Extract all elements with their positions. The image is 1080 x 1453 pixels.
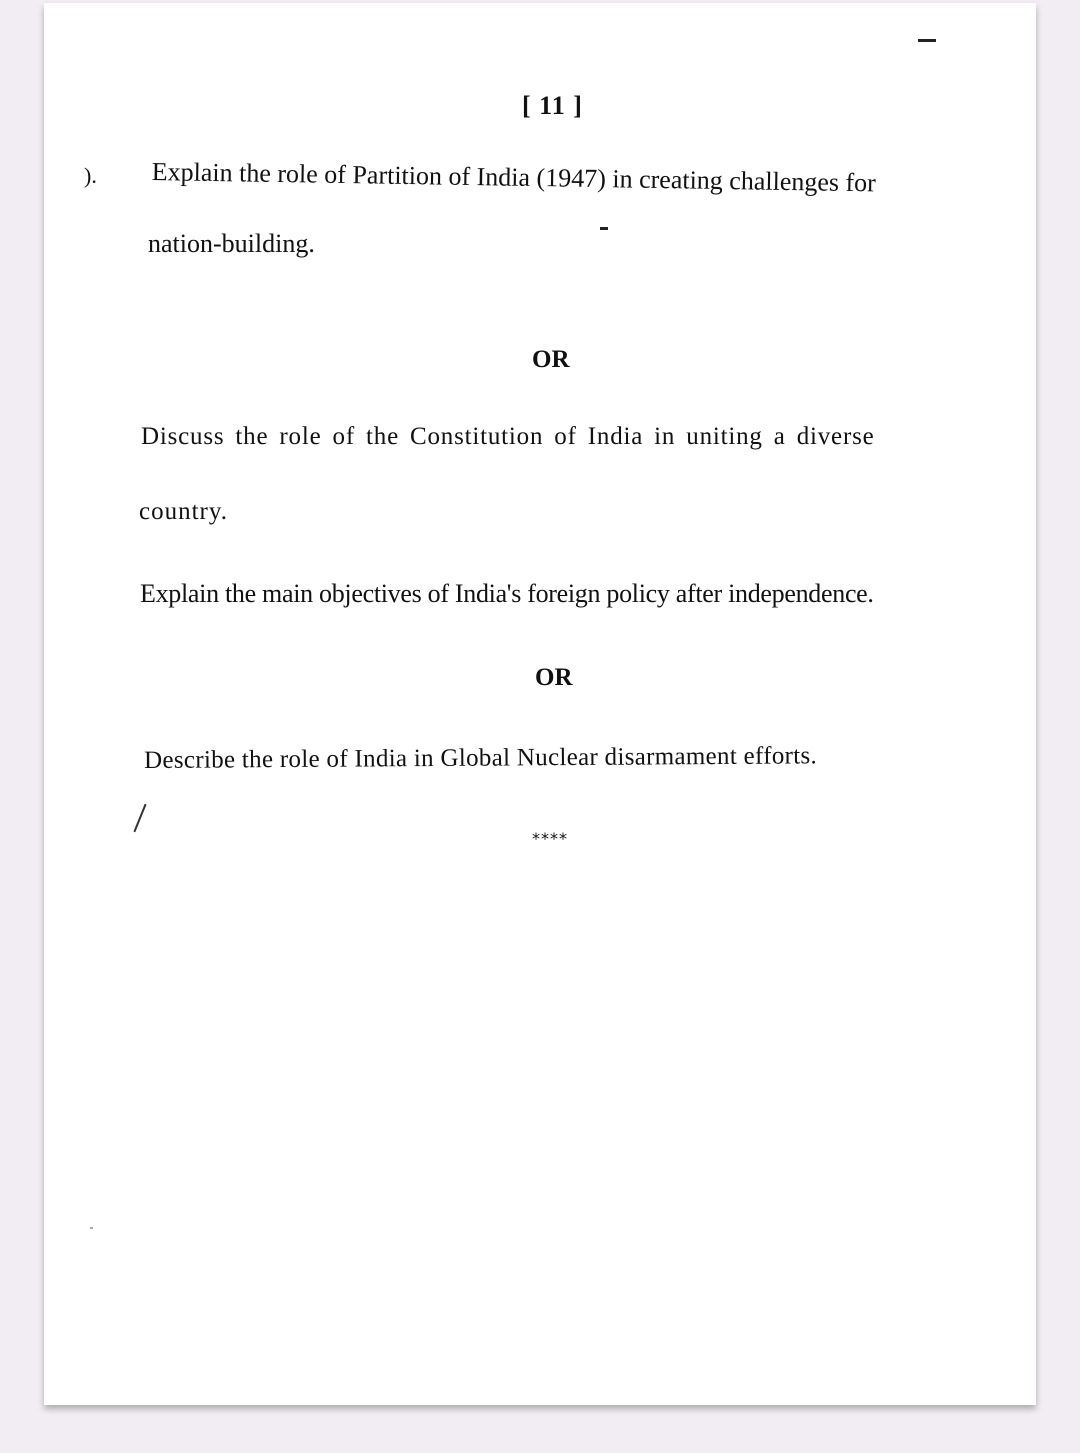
question-1-text-line-2: nation-building.	[148, 229, 315, 258]
end-of-paper-marker: ****	[532, 829, 568, 848]
scan-speck	[90, 1227, 93, 1229]
question-number: ).	[84, 163, 97, 188]
question-2-text: Explain the main objectives of India's foreign policy after independence.	[140, 579, 874, 608]
document-page	[44, 3, 1036, 1405]
or-separator-1: OR	[532, 346, 570, 373]
page-number: [ 11 ]	[522, 91, 583, 120]
question-2-alternative: Describe the role of India in Global Nuclear disarmament efforts.	[144, 742, 818, 774]
question-1-text-line-1: Explain the role of Partition of India (1947) in creating challenges for	[151, 157, 877, 198]
question-1-alternative-line-2: country.	[139, 498, 228, 525]
pen-mark	[133, 804, 146, 833]
or-separator-2: OR	[535, 664, 573, 691]
question-1-alternative-line-1: Discuss the role of the Constitution of India in uniting a diverse	[141, 423, 875, 450]
scan-speck	[600, 227, 608, 230]
scan-mark	[918, 39, 936, 42]
